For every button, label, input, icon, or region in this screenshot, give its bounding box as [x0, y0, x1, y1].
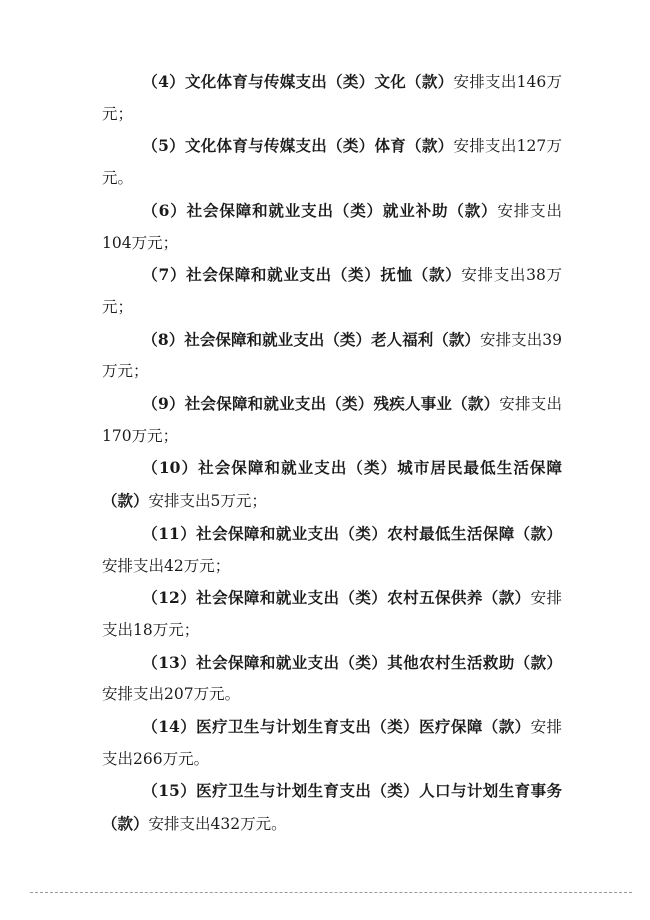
item-label: （7）社会保障和就业支出（类）抚恤（款）: [142, 265, 462, 285]
item-amount: 安排支出432万元。: [148, 815, 287, 834]
item-amount: 安排支出146万元；: [102, 73, 562, 123]
budget-item: [102, 130, 562, 194]
budget-item: [102, 518, 562, 582]
budget-item: [102, 582, 562, 646]
item-label: （9）社会保障和就业支出（类）残疾人事业（款）: [142, 394, 500, 414]
item-label: （10）社会保障和就业支出（类）城市居民最低生活保障（款）: [102, 458, 562, 511]
bottom-divider: [30, 892, 632, 893]
budget-item: [102, 388, 562, 452]
budget-item: [102, 647, 562, 711]
budget-item: [102, 195, 562, 259]
item-amount: 安排支出266万元。: [102, 718, 562, 768]
item-amount: 安排支出5万元；: [148, 492, 267, 511]
budget-item: [102, 66, 562, 130]
item-amount: 安排支出18万元；: [102, 589, 562, 639]
item-amount: 安排支出38万元；: [102, 266, 562, 316]
budget-item: [102, 711, 562, 775]
item-label: （5）文化体育与传媒支出（类）体育（款）: [142, 136, 454, 156]
budget-item: [102, 452, 562, 517]
budget-item-list: [102, 66, 562, 841]
item-amount: 安排支出127万元。: [102, 137, 562, 188]
item-label: （6）社会保障和就业支出（类）就业补助（款）: [142, 200, 498, 220]
item-label: （11）社会保障和就业支出（类）农村最低生活保障（款）: [142, 523, 562, 543]
item-amount: 安排支出170万元；: [102, 395, 562, 445]
item-amount: 安排支出207万元。: [102, 685, 241, 704]
item-label: （4）文化体育与传媒支出（类）文化（款）: [142, 72, 454, 91]
budget-item: [102, 775, 562, 840]
item-label: （15）医疗卫生与计划生育支出（类）人口与计划生育事务（款）: [102, 781, 562, 834]
item-amount: 安排支出39万元；: [102, 330, 562, 381]
item-amount: 安排支出42万元；: [102, 556, 231, 575]
item-label: （12）社会保障和就业支出（类）农村五保供养（款）: [142, 588, 531, 608]
item-label: （8）社会保障和就业支出（类）老人福利（款）: [142, 329, 480, 349]
item-label: （13）社会保障和就业支出（类）其他农村生活救助（款）: [142, 652, 562, 672]
budget-item: [102, 324, 562, 388]
budget-item: [102, 259, 562, 323]
item-label: （14）医疗卫生与计划生育支出（类）医疗保障（款）: [142, 717, 531, 737]
item-amount: 安排支出104万元；: [102, 201, 562, 252]
